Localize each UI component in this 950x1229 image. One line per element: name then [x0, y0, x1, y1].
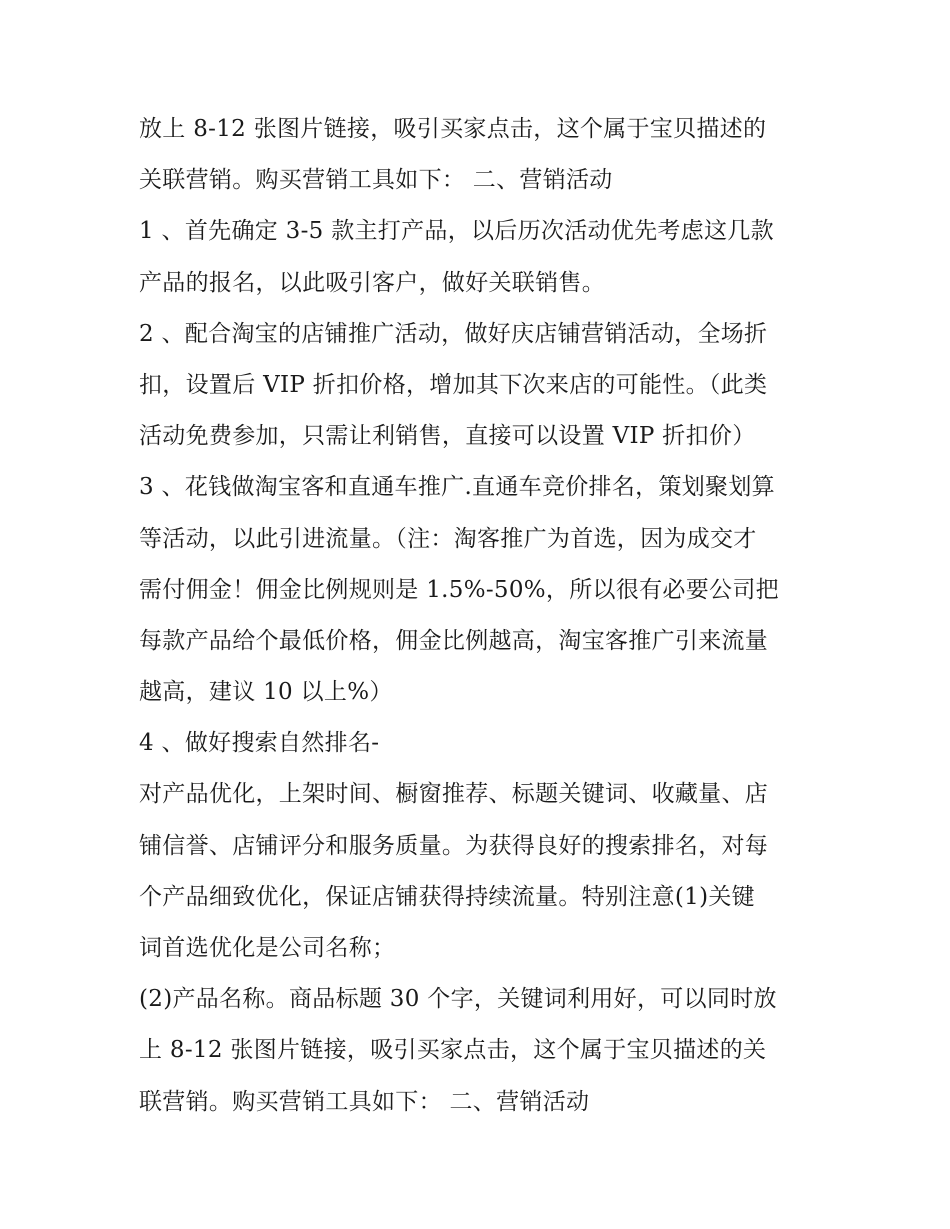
- text-line: 产品的报名，以此吸引客户，做好关联销售。: [139, 269, 605, 296]
- text-line: 联营销。购买营销工具如下： 二、营销活动: [139, 1088, 590, 1115]
- text-line: 4 、做好搜索自然排名-: [139, 730, 380, 757]
- document-body: [139, 104, 819, 1128]
- text-line: 等活动，以此引进流量。（注：淘客推广为首选，因为成交才: [139, 525, 757, 552]
- text-line: 越高，建议 10 以上%）: [139, 679, 393, 706]
- text-line: 词首选优化是公司名称；: [139, 935, 396, 961]
- text-line: 每款产品给个最低价格，佣金比例越高，淘宝客推广引来流量: [139, 627, 769, 654]
- text-line: 上 8-12 张图片链接，吸引买家点击，这个属于宝贝描述的关: [139, 1037, 767, 1064]
- text-line: 需付佣金！佣金比例规则是 1.5%-50%，所以很有必要公司把: [139, 576, 779, 603]
- text-line: 2 、配合淘宝的店铺推广活动，做好庆店铺营销活动，全场折: [139, 320, 768, 347]
- text-line: (2)产品名称。商品标题 30 个字，关键词利用好，可以同时放: [139, 986, 777, 1013]
- text-line: 铺信誉、店铺评分和服务质量。为获得良好的搜索排名，对每: [139, 832, 769, 859]
- text-line: 扣，设置后 VIP 折扣价格，增加其下次来店的可能性。（此类: [139, 371, 768, 398]
- text-line: 放上 8-12 张图片链接，吸引买家点击，这个属于宝贝描述的: [139, 116, 767, 142]
- text-line: 个产品细致优化，保证店铺获得持续流量。特别注意(1)关键: [139, 883, 755, 910]
- text-line: 3 、花钱做淘宝客和直通车推广.直通车竞价排名，策划聚划算: [139, 474, 775, 501]
- text-line: 对产品优化，上架时间、橱窗推荐、标题关键词、收藏量、店: [139, 781, 769, 808]
- text-line: 1 、首先确定 3-5 款主打产品，以后历次活动优先考虑这几款: [139, 218, 774, 245]
- text-line: 关联营销。购买营销工具如下： 二、营销活动: [139, 167, 613, 194]
- text-line: 活动免费参加，只需让利销售，直接可以设置 VIP 折扣价）: [139, 423, 756, 450]
